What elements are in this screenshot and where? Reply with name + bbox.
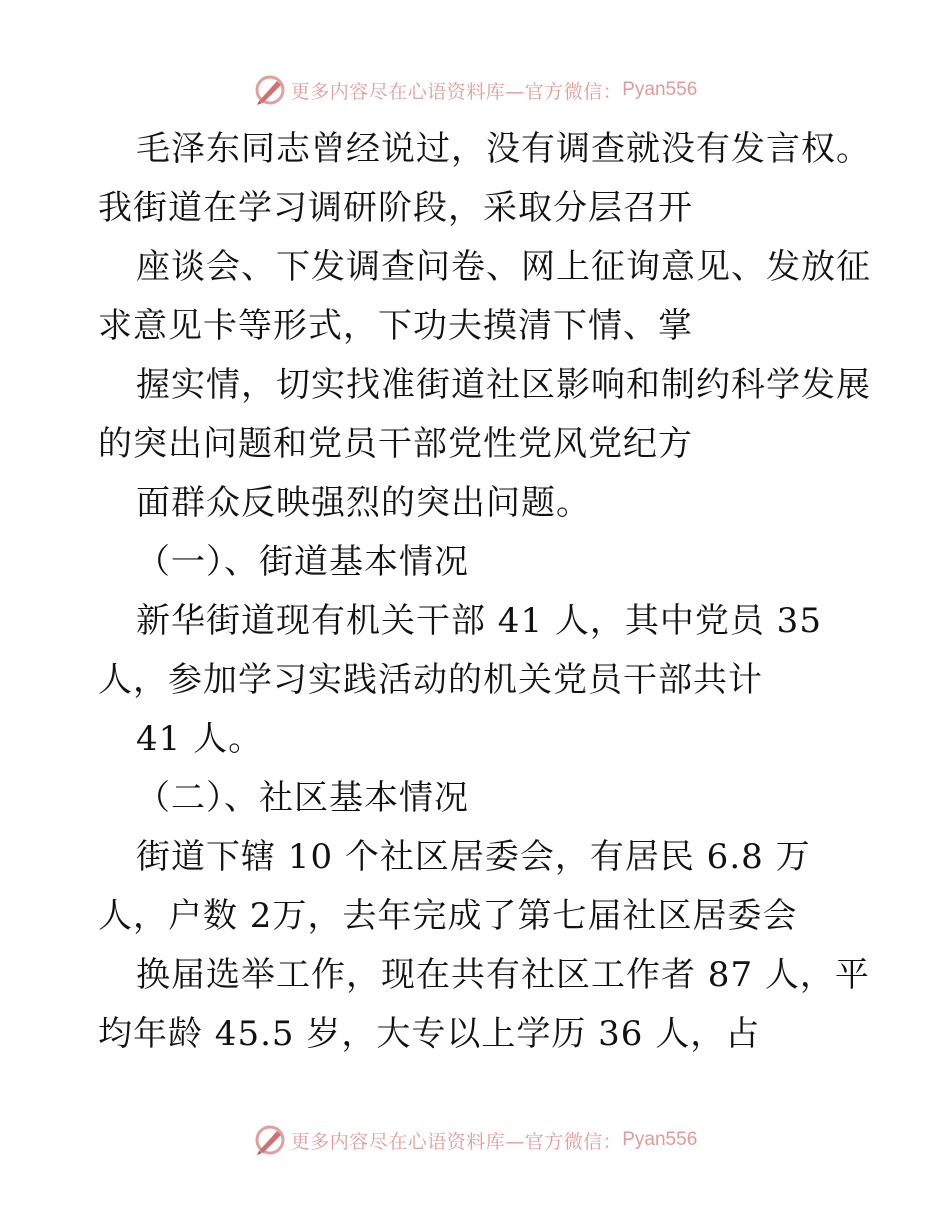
wechat-id: Pyan556 [622, 1129, 698, 1150]
footer-watermark-banner [0, 1120, 950, 1160]
text-line: 的突出问题和党员干部党性党风党纪方 [98, 424, 693, 464]
wechat-id: Pyan556 [622, 79, 698, 100]
text-line: 毛泽东同志曾经说过，没有调查就没有发言权。 [136, 129, 871, 169]
text-line: 求意见卡等形式，下功夫摸清下情、掌 [98, 306, 693, 346]
text-line: 街道下辖 10 个社区居委会，有居民 6.8 万 [136, 837, 811, 877]
text-line: 换届选举工作，现在共有社区工作者 87 人，平 [136, 955, 870, 995]
text-line: 握实情，切实找准街道社区影响和制约科学发展 [136, 365, 871, 405]
header-watermark-banner [0, 70, 950, 110]
text-line: 均年龄 45.5 岁，大专以上学历 36 人，占 [98, 1014, 761, 1054]
text-line: 面群众反映强烈的突出问题。 [136, 483, 591, 523]
text-line: 人，参加学习实践活动的机关党员干部共计 [98, 660, 763, 700]
pen-logo-icon [253, 1123, 287, 1157]
pen-logo-icon [253, 73, 287, 107]
text-line: 我街道在学习调研阶段，采取分层召开 [98, 188, 693, 228]
text-line: 41 人。 [136, 719, 264, 759]
watermark-text: 更多内容尽在心语资料库—官方微信： [290, 1130, 623, 1153]
text-line: 座谈会、下发调查问卷、网上征询意见、发放征 [136, 247, 871, 287]
text-line: （二）、社区基本情况 [136, 778, 469, 818]
document-body [98, 120, 898, 1064]
text-line: （一）、街道基本情况 [136, 542, 469, 582]
watermark-text: 更多内容尽在心语资料库—官方微信： [290, 80, 623, 103]
text-line: 新华街道现有机关干部 41 人，其中党员 35 [136, 601, 822, 641]
text-line: 人，户数 2万，去年完成了第七届社区居委会 [98, 896, 798, 936]
